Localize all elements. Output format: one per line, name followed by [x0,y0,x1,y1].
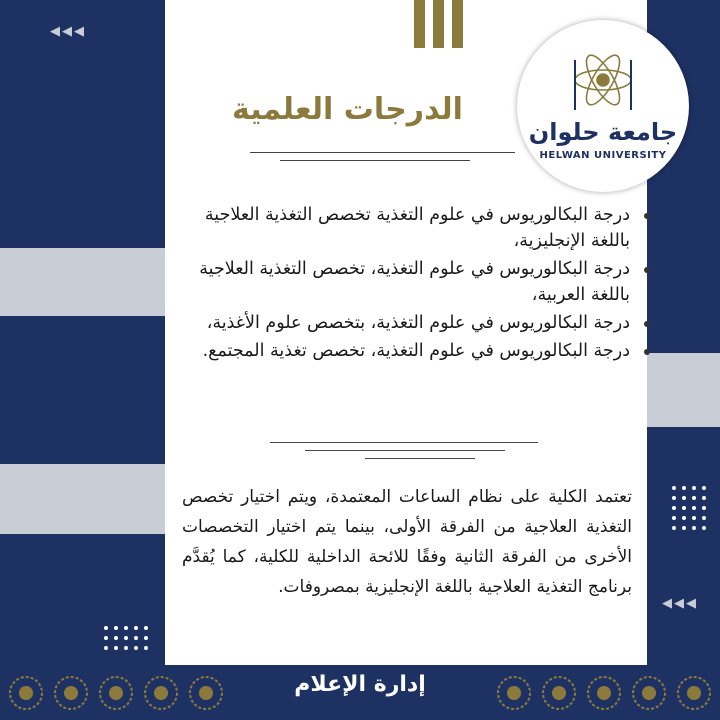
bullet-icon [644,267,650,273]
ornament-icon [186,673,226,713]
footer-label: إدارة الإعلام [294,672,426,697]
logo-english-text: HELWAN UNIVERSITY [539,150,667,161]
university-logo [517,20,689,192]
list-item: درجة البكالوريوس في علوم التغذية، بتخصص علوم الأغذية، [190,310,630,336]
right-band [645,353,720,427]
dots-decoration-right [672,486,706,530]
list-item: درجة البكالوريوس في علوم التغذية، تخصص التغذية العلاجية باللغة العربية، [190,256,630,308]
title-underline-1 [250,152,515,153]
ornament-icon [96,673,136,713]
ornament-icon [6,673,46,713]
ornament-icon [584,673,624,713]
bullet-icon [644,349,650,355]
ornament-icon [141,673,181,713]
gold-bars-decoration [414,0,464,48]
ornament-icon [51,673,91,713]
ornament-icon [539,673,579,713]
left-band-bottom [0,464,170,534]
divider-1 [270,442,538,443]
arrows-decoration-left: ◀◀◀ [50,24,86,39]
ornament-icon [494,673,534,713]
bullet-icon [644,321,650,327]
ornament-icon [674,673,714,713]
atom-emblem-icon [517,20,689,192]
divider-2 [305,450,505,451]
description-paragraph: تعتمد الكلية على نظام الساعات المعتمدة، ويتم اختيار تخصص التغذية العلاجية من الفرقة الأولى، بينما يتم اختيار التخصصات الأخرى من الفرقة الثانية وفقًا للائحة الداخلية للكلية، كما يُقدَّم برنامج التغذية العلاجية باللغة الإنجليزية بمصروفات. [182,487,632,597]
logo-arabic-text: جامعة حلوان [528,118,678,146]
dots-decoration-left [104,626,148,650]
degrees-list [190,202,652,366]
arrows-decoration-right: ◀◀◀ [662,596,698,611]
page-title: الدرجات العلمية [232,92,463,127]
bullet-icon [644,213,650,219]
list-item: درجة البكالوريوس في علوم التغذية تخصص التغذية العلاجية باللغة الإنجليزية، [190,202,630,254]
ornament-icon [629,673,669,713]
left-band-top [0,248,170,316]
list-item: درجة البكالوريوس في علوم التغذية، تخصص تغذية المجتمع. [190,338,630,364]
divider-3 [365,458,475,459]
title-underline-2 [280,160,470,161]
